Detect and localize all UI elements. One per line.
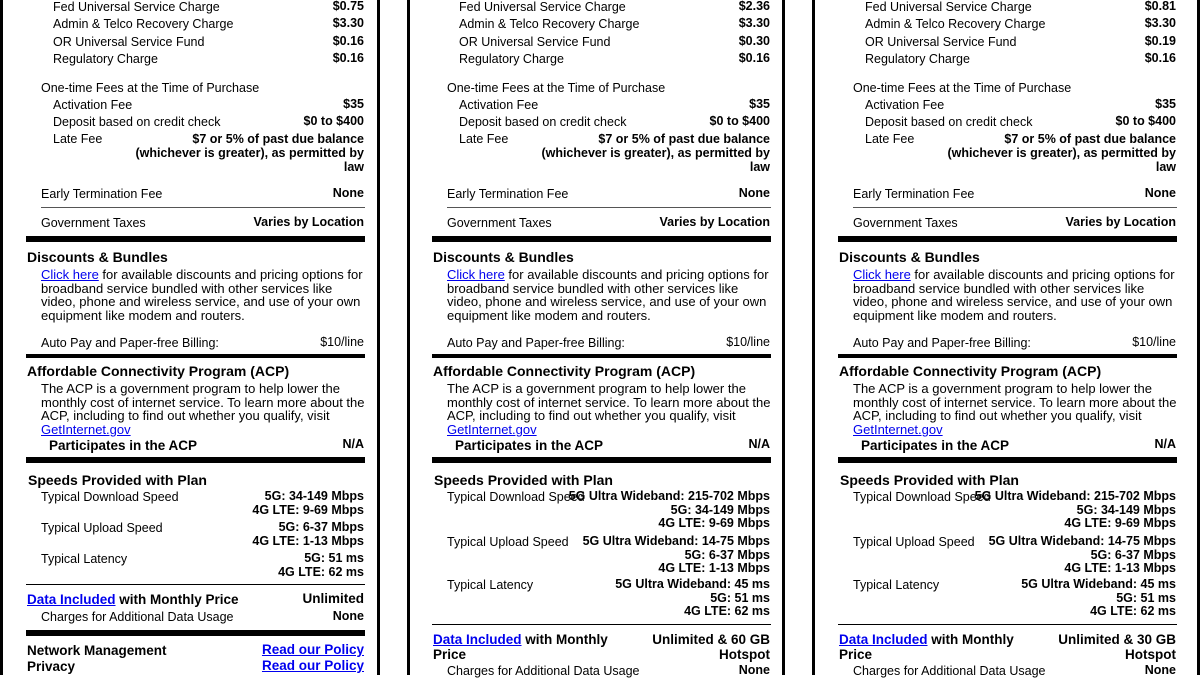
speeds-title: Speeds Provided with Plan <box>28 472 207 488</box>
acp-participates-value: N/A <box>1154 437 1176 451</box>
late-fee-value: $7 or 5% of past due balance (whichever is greater), as permitted by law <box>541 132 770 174</box>
section-divider <box>432 457 771 463</box>
section-divider <box>432 236 771 242</box>
divider <box>853 207 1177 208</box>
acp-link[interactable]: GetInternet.gov <box>41 421 131 437</box>
acp-link[interactable]: GetInternet.gov <box>447 421 537 437</box>
discounts-link[interactable]: Click here <box>41 267 99 282</box>
deposit-label: Deposit based on credit check <box>865 115 1033 129</box>
fee-label: Fed Universal Service Charge <box>865 0 1032 14</box>
download-label: Typical Download Speed <box>41 490 179 504</box>
one-time-fees-title: One-time Fees at the Time of Purchase <box>853 81 1072 95</box>
fee-value: $0.75 <box>332 0 364 13</box>
column-divider <box>407 0 410 675</box>
acp-participates-label: Participates in the ACP <box>861 438 1010 453</box>
fee-label: Regulatory Charge <box>459 52 564 66</box>
acp-link[interactable]: GetInternet.gov <box>853 421 943 437</box>
etf-label: Early Termination Fee <box>853 187 975 201</box>
section-divider <box>26 457 365 463</box>
fee-label: Admin & Telco Recovery Charge <box>53 17 234 31</box>
upload-label: Typical Upload Speed <box>447 535 569 549</box>
data-included-label: Data Included with Monthly Price <box>839 632 1014 662</box>
additional-charges-value: None <box>1144 663 1176 677</box>
download-value: 5G Ultra Wideband: 215-702 Mbps 5G: 34-149 Mbps 4G LTE: 9-69 Mbps <box>568 489 770 530</box>
fee-label: Admin & Telco Recovery Charge <box>865 17 1046 31</box>
etf-label: Early Termination Fee <box>41 187 163 201</box>
discounts-title: Discounts & Bundles <box>839 249 980 265</box>
activation-fee-value: $35 <box>749 97 770 111</box>
acp-title: Affordable Connectivity Program (ACP) <box>27 363 290 379</box>
fee-label: OR Universal Service Fund <box>865 35 1017 49</box>
fee-label: Admin & Telco Recovery Charge <box>459 17 640 31</box>
latency-label: Typical Latency <box>447 578 534 592</box>
privacy-label: Privacy <box>27 659 76 674</box>
column-divider <box>812 0 815 675</box>
fee-value: $0.16 <box>1144 51 1176 65</box>
fee-label: Regulatory Charge <box>53 52 158 66</box>
late-fee-label: Late Fee <box>865 132 915 146</box>
activation-fee-label: Activation Fee <box>459 98 539 112</box>
divider <box>41 207 365 208</box>
upload-label: Typical Upload Speed <box>853 535 975 549</box>
deposit-label: Deposit based on credit check <box>459 115 627 129</box>
deposit-value: $0 to $400 <box>709 114 770 128</box>
deposit-value: $0 to $400 <box>303 114 364 128</box>
activation-fee-label: Activation Fee <box>53 98 133 112</box>
latency-label: Typical Latency <box>853 578 940 592</box>
fee-value: $3.30 <box>332 16 364 30</box>
column-divider <box>782 0 785 675</box>
autopay-label: Auto Pay and Paper-free Billing: <box>447 336 625 350</box>
upload-value: 5G Ultra Wideband: 14-75 Mbps 5G: 6-37 Mbps 4G LTE: 1-13 Mbps <box>988 534 1176 575</box>
discounts-text: Click here for available discounts and pricing options for broadband service bundled with other services like video, phone and wireless service, and use of your own equipment like modem and routers. <box>853 267 1175 323</box>
fee-value: $3.30 <box>738 16 770 30</box>
download-label: Typical Download Speed <box>447 490 585 504</box>
data-included-value: Unlimited & 60 GB Hotspot <box>652 632 770 662</box>
plan-label-column-3 <box>838 0 1182 678</box>
network-management-label: Network Management <box>27 643 167 658</box>
discounts-link[interactable]: Click here <box>853 267 911 282</box>
additional-charges-label: Charges for Additional Data Usage <box>853 664 1046 678</box>
upload-label: Typical Upload Speed <box>41 521 163 535</box>
fee-label: Fed Universal Service Charge <box>53 0 220 14</box>
autopay-label: Auto Pay and Paper-free Billing: <box>41 336 219 350</box>
discounts-text: Click here for available discounts and pricing options for broadband service bundled with other services like video, phone and wireless service, and use of your own equipment like modem and routers. <box>41 267 363 323</box>
acp-text: The ACP is a government program to help lower the monthly cost of internet service. To learn more about the ACP, including to find out whether you qualify, visit GetInternet.gov <box>41 381 365 437</box>
additional-charges-label: Charges for Additional Data Usage <box>447 664 640 678</box>
acp-title: Affordable Connectivity Program (ACP) <box>839 363 1102 379</box>
section-divider <box>838 354 1177 358</box>
section-divider <box>432 624 771 625</box>
acp-participates-value: N/A <box>748 437 770 451</box>
activation-fee-value: $35 <box>343 97 364 111</box>
latency-value: 5G Ultra Wideband: 45 ms 5G: 51 ms 4G LTE: 62 ms <box>1021 577 1176 618</box>
autopay-value: $10/line <box>726 335 770 349</box>
discounts-text: Click here for available discounts and pricing options for broadband service bundled with other services like video, phone and wireless service, and use of your own equipment like modem and routers. <box>447 267 769 323</box>
one-time-fees-title: One-time Fees at the Time of Purchase <box>447 81 666 95</box>
late-fee-value: $7 or 5% of past due balance (whichever is greater), as permitted by law <box>947 132 1176 174</box>
acp-participates-label: Participates in the ACP <box>49 438 198 453</box>
late-fee-label: Late Fee <box>53 132 103 146</box>
latency-value: 5G Ultra Wideband: 45 ms 5G: 51 ms 4G LTE: 62 ms <box>615 577 770 618</box>
etf-value: None <box>1144 186 1176 200</box>
acp-title: Affordable Connectivity Program (ACP) <box>433 363 696 379</box>
deposit-value: $0 to $400 <box>1115 114 1176 128</box>
fee-label: Regulatory Charge <box>865 52 970 66</box>
fee-value: $2.36 <box>738 0 770 13</box>
one-time-fees-title: One-time Fees at the Time of Purchase <box>41 81 260 95</box>
taxes-label: Government Taxes <box>447 216 552 230</box>
fee-value: $0.16 <box>332 34 364 48</box>
discounts-link[interactable]: Click here <box>447 267 505 282</box>
late-fee-label: Late Fee <box>459 132 509 146</box>
upload-value: 5G Ultra Wideband: 14-75 Mbps 5G: 6-37 Mbps 4G LTE: 1-13 Mbps <box>582 534 770 575</box>
section-divider <box>432 354 771 358</box>
fee-label: OR Universal Service Fund <box>459 35 611 49</box>
late-fee-value: $7 or 5% of past due balance (whichever is greater), as permitted by law <box>135 132 364 174</box>
data-included-link[interactable]: Data Included <box>433 632 522 647</box>
download-value: 5G: 34-149 Mbps 4G LTE: 9-69 Mbps <box>252 489 364 517</box>
etf-value: None <box>738 186 770 200</box>
data-included-label: Data Included with Monthly Price <box>433 632 608 662</box>
fee-value: $0.16 <box>738 51 770 65</box>
additional-charges-value: None <box>332 609 364 623</box>
activation-fee-label: Activation Fee <box>865 98 945 112</box>
autopay-label: Auto Pay and Paper-free Billing: <box>853 336 1031 350</box>
plan-label-column-1 <box>26 0 370 675</box>
deposit-label: Deposit based on credit check <box>53 115 221 129</box>
download-label: Typical Download Speed <box>853 490 991 504</box>
acp-text: The ACP is a government program to help lower the monthly cost of internet service. To learn more about the ACP, including to find out whether you qualify, visit GetInternet.gov <box>853 381 1177 437</box>
etf-label: Early Termination Fee <box>447 187 569 201</box>
taxes-value: Varies by Location <box>253 215 364 229</box>
download-value: 5G Ultra Wideband: 215-702 Mbps 5G: 34-149 Mbps 4G LTE: 9-69 Mbps <box>974 489 1176 530</box>
data-included-label: Data Included with Monthly Price <box>27 592 239 607</box>
fee-value: $3.30 <box>1144 16 1176 30</box>
etf-value: None <box>332 186 364 200</box>
column-divider <box>0 0 3 675</box>
additional-charges-label: Charges for Additional Data Usage <box>41 610 234 624</box>
speeds-title: Speeds Provided with Plan <box>434 472 613 488</box>
data-included-value: Unlimited & 30 GB Hotspot <box>1058 632 1176 662</box>
fee-label: Fed Universal Service Charge <box>459 0 626 14</box>
divider <box>447 207 771 208</box>
section-divider <box>838 457 1177 463</box>
fee-value: $0.16 <box>332 51 364 65</box>
latency-label: Typical Latency <box>41 552 128 566</box>
plan-label-column-2 <box>432 0 776 678</box>
taxes-value: Varies by Location <box>1065 215 1176 229</box>
section-divider <box>26 354 365 358</box>
autopay-value: $10/line <box>1132 335 1176 349</box>
fee-value: $0.81 <box>1144 0 1176 13</box>
acp-participates-value: N/A <box>342 437 364 451</box>
taxes-label: Government Taxes <box>41 216 146 230</box>
acp-text: The ACP is a government program to help lower the monthly cost of internet service. To learn more about the ACP, including to find out whether you qualify, visit GetInternet.gov <box>447 381 771 437</box>
data-included-value: Unlimited <box>302 591 364 606</box>
column-divider <box>377 0 380 675</box>
discounts-title: Discounts & Bundles <box>27 249 168 265</box>
data-included-link[interactable]: Data Included <box>27 592 116 607</box>
section-divider <box>26 584 365 585</box>
autopay-value: $10/line <box>320 335 364 349</box>
section-divider <box>838 624 1177 625</box>
section-divider <box>838 236 1177 242</box>
section-divider <box>26 236 365 242</box>
fee-value: $0.19 <box>1144 34 1176 48</box>
section-divider <box>26 630 365 636</box>
fee-label: OR Universal Service Fund <box>53 35 205 49</box>
acp-participates-label: Participates in the ACP <box>455 438 604 453</box>
speeds-title: Speeds Provided with Plan <box>840 472 1019 488</box>
taxes-value: Varies by Location <box>659 215 770 229</box>
discounts-title: Discounts & Bundles <box>433 249 574 265</box>
network-policy-link[interactable]: Read our Policy <box>261 642 364 657</box>
fee-value: $0.30 <box>738 34 770 48</box>
upload-value: 5G: 6-37 Mbps 4G LTE: 1-13 Mbps <box>252 520 364 548</box>
activation-fee-value: $35 <box>1155 97 1176 111</box>
privacy-policy-link[interactable]: Read our Policy <box>261 658 364 673</box>
data-included-link[interactable]: Data Included <box>839 632 928 647</box>
latency-value: 5G: 51 ms 4G LTE: 62 ms <box>278 551 364 579</box>
additional-charges-value: None <box>738 663 770 677</box>
taxes-label: Government Taxes <box>853 216 958 230</box>
